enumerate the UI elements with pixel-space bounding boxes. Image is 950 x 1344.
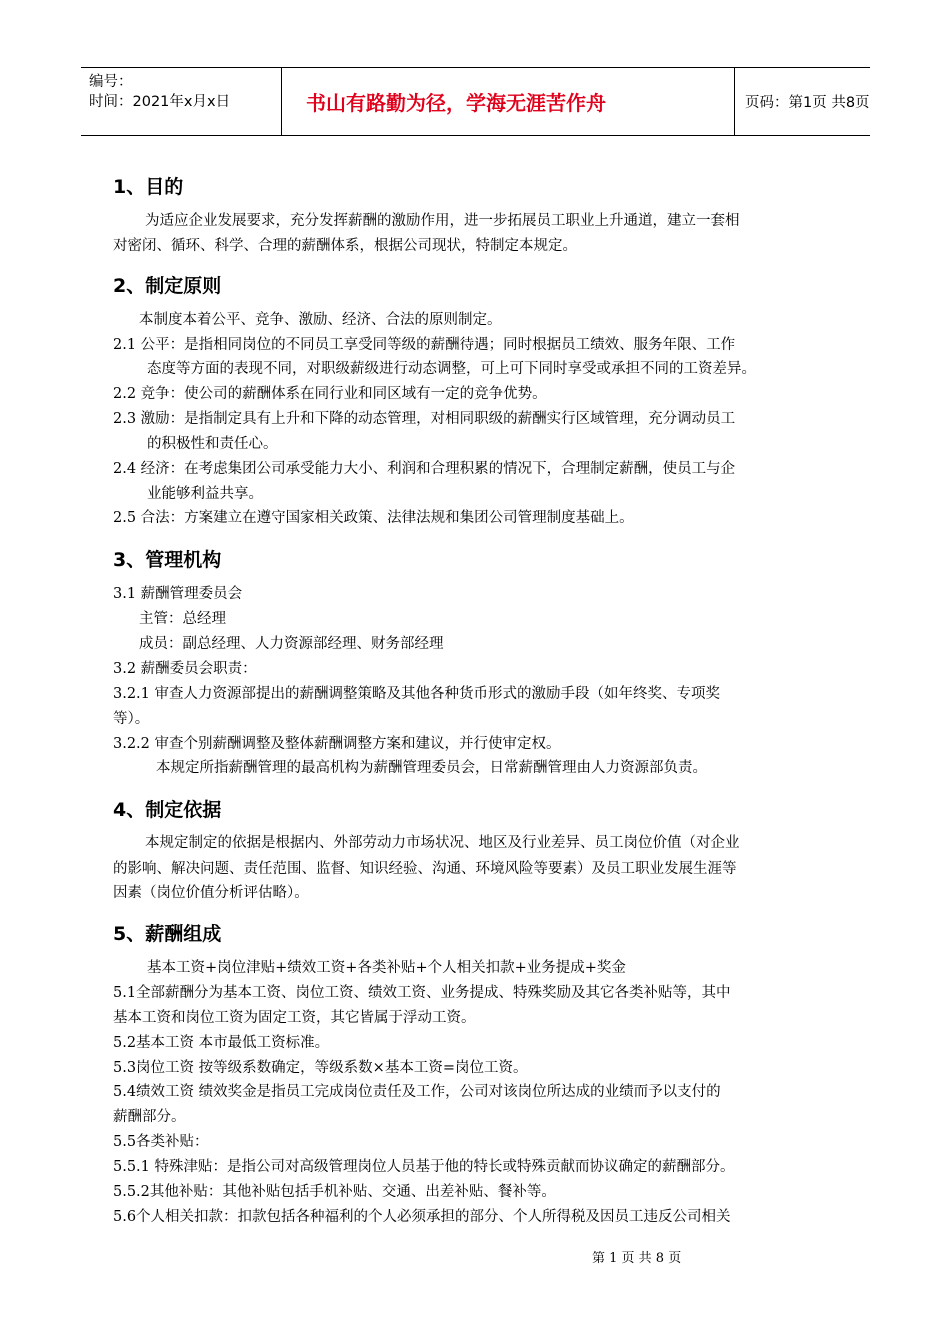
section-5-title: 5、薪酬组成 xyxy=(113,923,222,945)
s3-line: 3.1 薪酬管理委员会 xyxy=(113,586,243,602)
s2-item: 2.5 合法：方案建立在遵守国家相关政策、法律法规和集团公司管理制度基础上。 xyxy=(113,510,634,526)
s3-line: 等）。 xyxy=(113,711,150,727)
s2-item: 2.4 经济：在考虑集团公司承受能力大小、利润和合理积累的情况下，合理制定薪酬，使员工与企 xyxy=(113,461,736,477)
s3-line: 3.2.2 审查个别薪酬调整及整体薪酬调整方案和建议，并行使审定权。 xyxy=(113,736,561,752)
s5-formula: 基本工资+岗位津贴+绩效工资+各类补贴+个人相关扣款+业务提成+奖金 xyxy=(147,960,626,976)
section-4-title: 4、制定依据 xyxy=(113,799,222,821)
header-left-cell xyxy=(81,68,282,135)
header-page-number: 页码：第1页 共8页 xyxy=(745,95,870,111)
s1-para-line: 对密闭、循环、科学、合理的薪酬体系，根据公司现状，特制定本规定。 xyxy=(113,238,577,254)
s5-line: 5.2基本工资 本市最低工资标准。 xyxy=(113,1035,330,1051)
section-2-title: 2、制定原则 xyxy=(113,275,222,297)
s5-line: 薪酬部分。 xyxy=(113,1109,186,1125)
s5-line: 5.5.2其他补贴：其他补贴包括手机补贴、交通、出差补贴、餐补等。 xyxy=(113,1184,556,1200)
s2-item: 2.1 公平：是指相同岗位的不同员工享受同等级的薪酬待遇；同时根据员工绩效、服务年限、工作 xyxy=(113,337,736,353)
header-table xyxy=(81,67,870,136)
s2-item: 2.3 激励：是指制定具有上升和下降的动态管理，对相同职级的薪酬实行区域管理，充分调动员工 xyxy=(113,411,736,427)
s2-item: 2.2 竞争：使公司的薪酬体系在同行业和同区域有一定的竞争优势。 xyxy=(113,386,547,402)
page-footer: 第 1 页 共 8 页 xyxy=(592,1251,682,1266)
doc-time: 时间：2021年x月x日 xyxy=(89,94,231,110)
s5-line: 5.3岗位工资 按等级系数确定，等级系数×基本工资=岗位工资。 xyxy=(113,1060,528,1076)
s5-line: 5.1全部薪酬分为基本工资、岗位工资、绩效工资、业务提成、特殊奖励及其它各类补贴等，其中 xyxy=(113,985,731,1001)
header-motto: 书山有路勤为径，学海无涯苦作舟 xyxy=(282,68,735,135)
s2-item-cont: 的积极性和责任心。 xyxy=(147,436,278,452)
s3-line: 3.2.1 审查人力资源部提出的薪酬调整策略及其他各种货币形式的激励手段（如年终奖、专项奖 xyxy=(113,686,720,702)
s4-para-line: 因素（岗位价值分析评估略）。 xyxy=(113,885,309,901)
s3-line: 本规定所指薪酬管理的最高机构为薪酬管理委员会，日常薪酬管理由人力资源部负责。 xyxy=(156,760,707,776)
s4-para-line: 本规定制定的依据是根据内、外部劳动力市场状况、地区及行业差异、员工岗位价值（对企业 xyxy=(145,835,740,851)
s2-intro: 本制度本着公平、竞争、激励、经济、合法的原则制定。 xyxy=(139,312,502,328)
s5-line: 基本工资和岗位工资为固定工资，其它皆属于浮动工资。 xyxy=(113,1010,476,1026)
s3-line: 主管：总经理 xyxy=(139,611,226,627)
s3-line: 成员：副总经理、人力资源部经理、财务部经理 xyxy=(139,636,444,652)
section-3-title: 3、管理机构 xyxy=(113,549,222,571)
s2-item-cont: 业能够利益共享。 xyxy=(147,486,263,502)
s4-para-line: 的影响、解决问题、责任范围、监督、知识经验、沟通、环境风险等要素）及员工职业发展生涯等 xyxy=(113,861,737,877)
doc-number: 编号： xyxy=(89,74,133,90)
s1-para-line: 为适应企业发展要求，充分发挥薪酬的激励作用，进一步拓展员工职业上升通道，建立一套相 xyxy=(145,213,740,229)
s5-line: 5.5各类补贴： xyxy=(113,1134,209,1150)
s3-line: 3.2 薪酬委员会职责： xyxy=(113,661,257,677)
s5-line: 5.6个人相关扣款：扣款包括各种福利的个人必须承担的部分、个人所得税及因员工违反公司相关 xyxy=(113,1209,731,1225)
s5-line: 5.5.1 特殊津贴：是指公司对高级管理岗位人员基于他的特长或特殊贡献而协议确定的薪酬部分。 xyxy=(113,1159,735,1175)
s2-item-cont: 态度等方面的表现不同，对职级薪级进行动态调整，可上可下同时享受或承担不同的工资差异。 xyxy=(147,361,756,377)
section-1-title: 1、目的 xyxy=(113,176,184,198)
s5-line: 5.4绩效工资 绩效奖金是指员工完成岗位责任及工作，公司对该岗位所达成的业绩而予以支付的 xyxy=(113,1084,721,1100)
